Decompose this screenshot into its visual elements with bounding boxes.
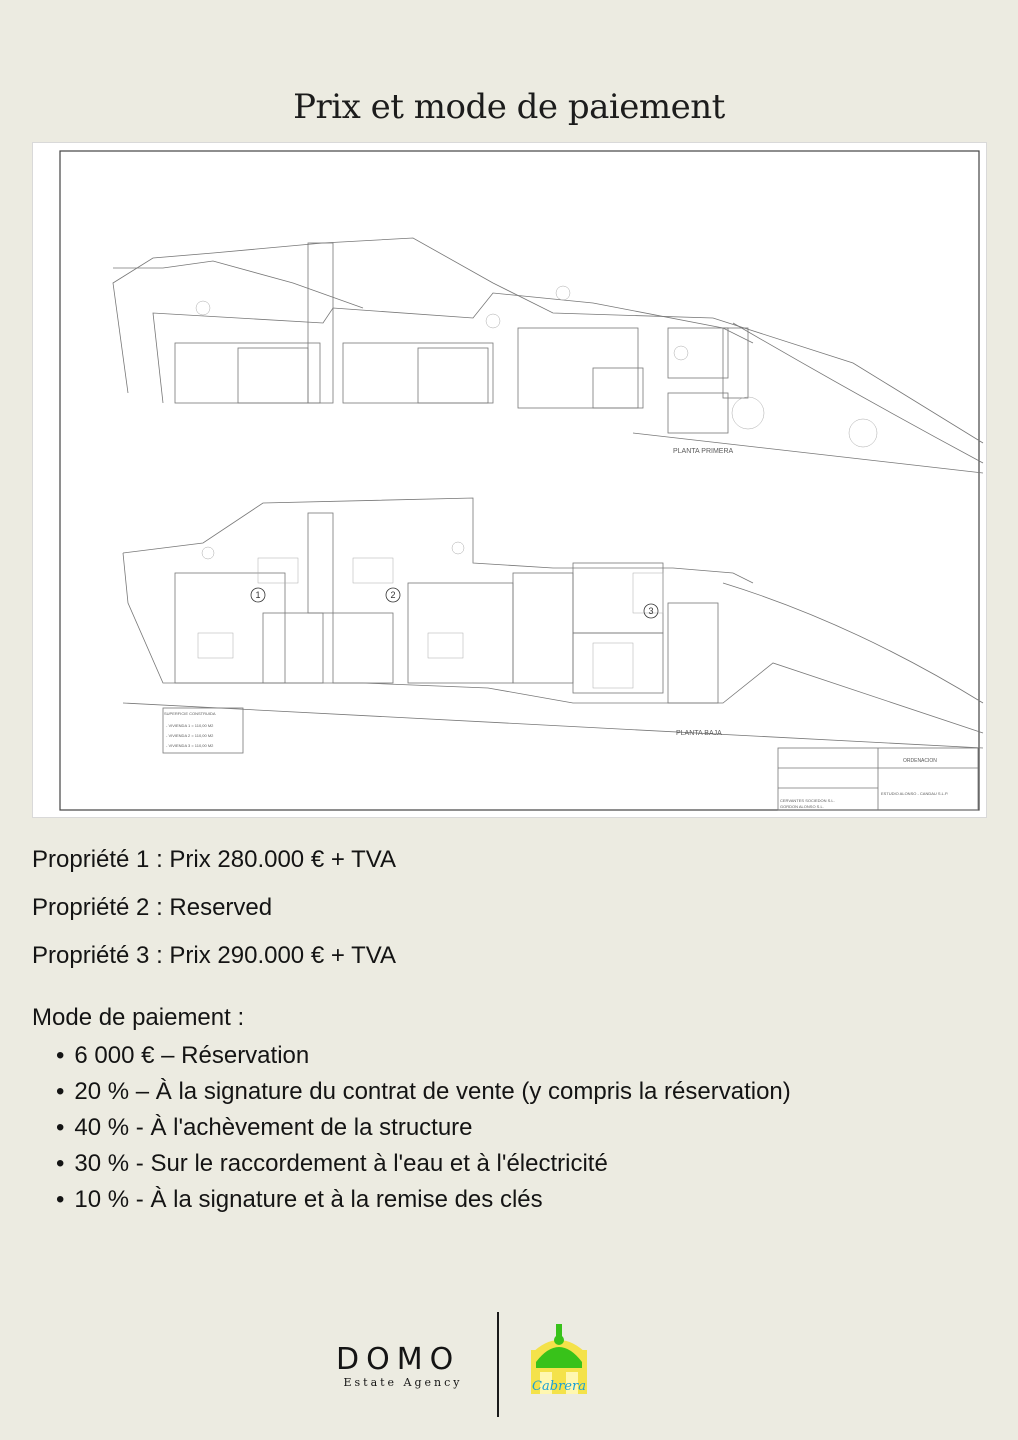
payment-heading: Mode de paiement : [32, 1004, 245, 1031]
floor-plan-image [32, 142, 987, 818]
floor-plan-drawing [33, 143, 986, 817]
surface-row: - VIVIENDA 2 = 110,00 M2 [166, 733, 214, 738]
title-block-promoter: CERVANTES SOCIEDON S.L. [780, 798, 835, 803]
payment-item: • 10 % - À la signature et à la remise des clés [56, 1182, 791, 1218]
cabrera-logo [528, 1322, 590, 1398]
surface-heading: SUPERFICIE CONSTRUIDA [164, 711, 216, 716]
surface-row: - VIVIENDA 1 = 110,00 M2 [166, 723, 214, 728]
price-property-1: Propriété 1 : Prix 280.000 € + TVA [32, 846, 396, 873]
agency-subtitle: Estate Agency [343, 1376, 463, 1389]
title-block-plan-type: ORDENACION [903, 758, 937, 764]
unit-number: 3 [648, 606, 654, 616]
ground-floor-label: PLANTA BAJA [676, 730, 722, 737]
title-block-studio: ESTUDIO ALONSO - CANDAU S.L.P. [881, 791, 949, 796]
surface-row: - VIVIENDA 3 = 110,00 M2 [166, 743, 214, 748]
unit-number: 2 [390, 590, 396, 600]
page-title: Prix et mode de paiement [293, 86, 725, 127]
partner-logo-text: Cabrera [532, 1379, 586, 1394]
price-property-2: Propriété 2 : Reserved [32, 894, 273, 921]
payment-item: • 30 % - Sur le raccordement à l'eau et à l'électricité [56, 1146, 791, 1182]
agency-name: DOMO [336, 1342, 461, 1377]
domo-agency-logo [336, 1344, 470, 1389]
payment-item: • 20 % – À la signature du contrat de vente (y compris la réservation) [56, 1074, 791, 1110]
upper-floor-label: PLANTA PRIMERA [673, 448, 734, 455]
payment-item: • 40 % - À l'achèvement de la structure [56, 1110, 791, 1146]
price-property-3: Propriété 3 : Prix 290.000 € + TVA [32, 942, 396, 969]
title-block-promoter: GORDON ALONSO S.L. [780, 804, 824, 809]
footer-divider [497, 1312, 499, 1417]
unit-number: 1 [255, 590, 261, 600]
payment-item: • 6 000 € – Réservation [56, 1038, 791, 1074]
payment-schedule-list [56, 1038, 791, 1218]
